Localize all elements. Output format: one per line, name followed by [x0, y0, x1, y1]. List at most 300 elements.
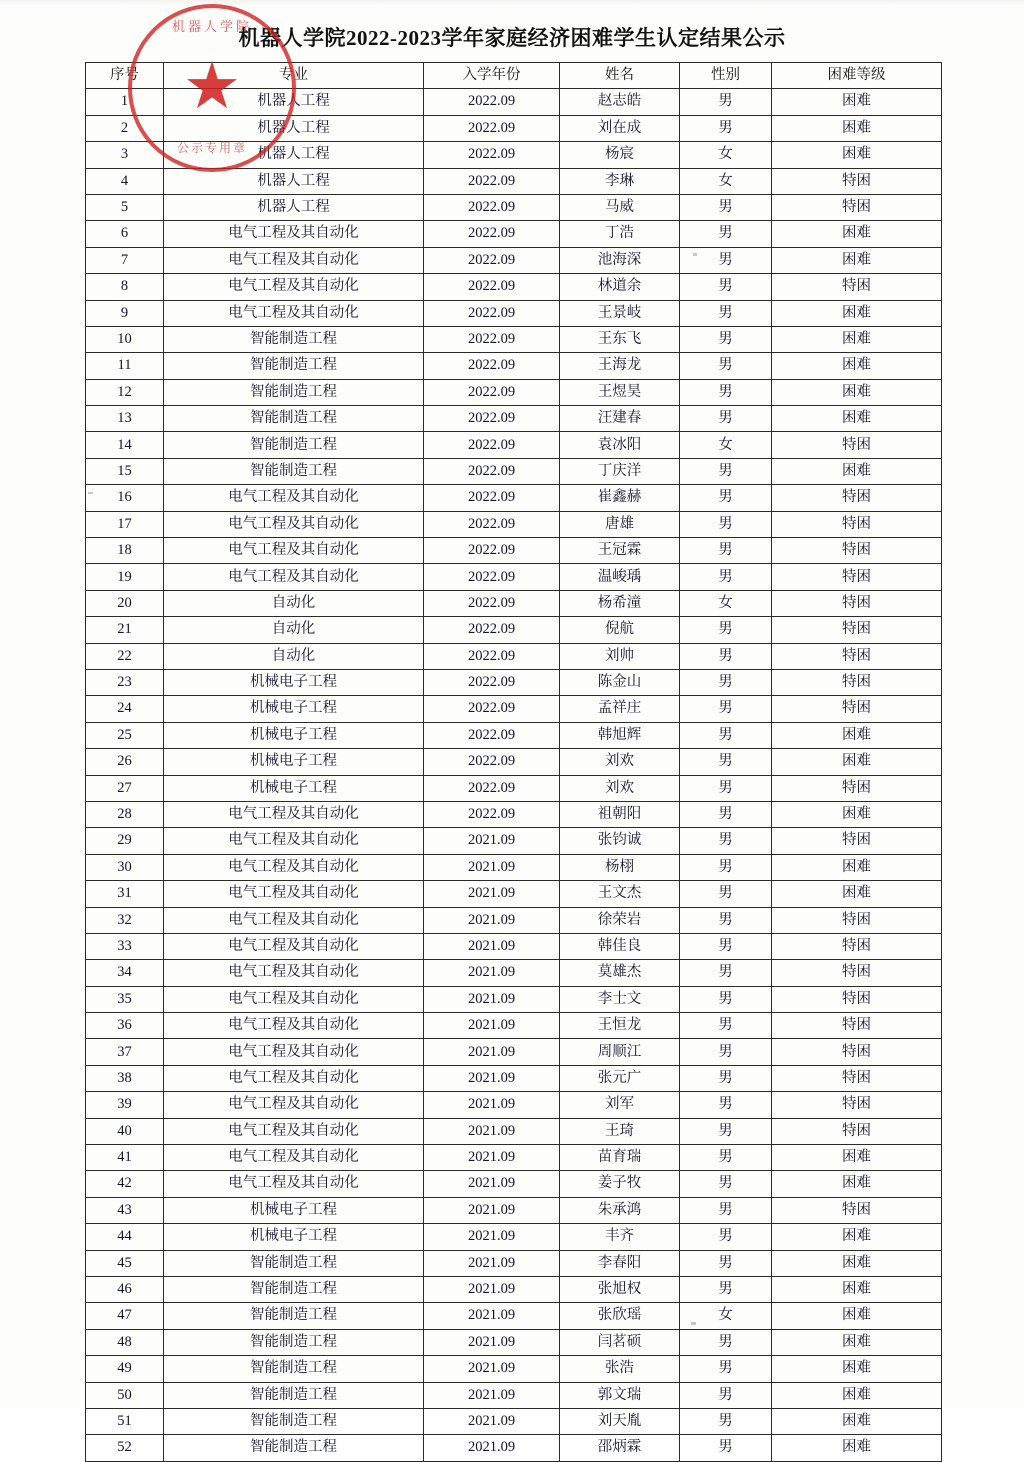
cell-enrollment-year: 2022.09: [424, 801, 560, 827]
cell-gender: 男: [680, 933, 772, 959]
cell-name: 王东飞: [560, 326, 680, 352]
cell-index: 7: [86, 247, 164, 273]
cell-difficulty-level: 特困: [772, 669, 942, 695]
cell-major: 电气工程及其自动化: [164, 1118, 424, 1144]
page-top-edge: [0, 0, 1024, 6]
cell-name: 韩佳良: [560, 933, 680, 959]
table-row: [86, 590, 942, 616]
table-row: [86, 1039, 942, 1065]
cell-difficulty-level: 特困: [772, 907, 942, 933]
scan-speck: [691, 1322, 696, 1325]
table-row: [86, 696, 942, 722]
cell-enrollment-year: 2021.09: [424, 1039, 560, 1065]
cell-difficulty-level: 特困: [772, 485, 942, 511]
cell-name: 王煜昊: [560, 379, 680, 405]
cell-enrollment-year: 2021.09: [424, 1408, 560, 1434]
cell-gender: 男: [680, 1145, 772, 1171]
cell-difficulty-level: 困难: [772, 379, 942, 405]
table-body: [86, 89, 942, 1461]
table-row: [86, 89, 942, 115]
cell-name: 郭文瑞: [560, 1382, 680, 1408]
cell-gender: 男: [680, 617, 772, 643]
cell-index: 44: [86, 1224, 164, 1250]
table-row: [86, 1197, 942, 1223]
cell-major: 电气工程及其自动化: [164, 485, 424, 511]
cell-major: 电气工程及其自动化: [164, 881, 424, 907]
cell-enrollment-year: 2022.09: [424, 538, 560, 564]
cell-gender: 女: [680, 590, 772, 616]
table-row: [86, 274, 942, 300]
cell-enrollment-year: 2022.09: [424, 775, 560, 801]
page-title: 机器人学院2022-2023学年家庭经济困难学生认定结果公示: [238, 26, 786, 50]
cell-gender: 男: [680, 194, 772, 220]
cell-difficulty-level: 困难: [772, 749, 942, 775]
cell-major: 智能制造工程: [164, 1276, 424, 1302]
cell-difficulty-level: 特困: [772, 1092, 942, 1118]
table-row: [86, 115, 942, 141]
cell-enrollment-year: 2021.09: [424, 986, 560, 1012]
cell-index: 10: [86, 326, 164, 352]
table-row: [86, 1329, 942, 1355]
table-row: [86, 1250, 942, 1276]
cell-major: 机械电子工程: [164, 749, 424, 775]
table-row: [86, 1435, 942, 1461]
cell-gender: 男: [680, 1013, 772, 1039]
cell-index: 29: [86, 828, 164, 854]
cell-major: 智能制造工程: [164, 326, 424, 352]
cell-index: 31: [86, 881, 164, 907]
cell-enrollment-year: 2021.09: [424, 1250, 560, 1276]
cell-name: 王琦: [560, 1118, 680, 1144]
cell-index: 22: [86, 643, 164, 669]
cell-index: 48: [86, 1329, 164, 1355]
cell-major: 电气工程及其自动化: [164, 1065, 424, 1091]
cell-name: 王景岐: [560, 300, 680, 326]
cell-index: 52: [86, 1435, 164, 1461]
cell-gender: 男: [680, 538, 772, 564]
cell-difficulty-level: 特困: [772, 564, 942, 590]
cell-enrollment-year: 2021.09: [424, 1356, 560, 1382]
cell-major: 电气工程及其自动化: [164, 986, 424, 1012]
table-row: [86, 221, 942, 247]
cell-difficulty-level: 困难: [772, 722, 942, 748]
table-row: [86, 1382, 942, 1408]
table-row: [86, 379, 942, 405]
cell-index: 25: [86, 722, 164, 748]
cell-name: 汪建春: [560, 406, 680, 432]
cell-difficulty-level: 特困: [772, 1039, 942, 1065]
cell-index: 1: [86, 89, 164, 115]
cell-gender: 男: [680, 696, 772, 722]
cell-major: 智能制造工程: [164, 1356, 424, 1382]
cell-gender: 男: [680, 1118, 772, 1144]
cell-enrollment-year: 2021.09: [424, 1329, 560, 1355]
table-row: [86, 1356, 942, 1382]
cell-name: 赵志皓: [560, 89, 680, 115]
cell-index: 4: [86, 168, 164, 194]
column-header-index: 序号: [86, 63, 164, 89]
cell-gender: 男: [680, 828, 772, 854]
cell-name: 陈金山: [560, 669, 680, 695]
cell-difficulty-level: 特困: [772, 194, 942, 220]
table-row: [86, 432, 942, 458]
table-row: [86, 485, 942, 511]
cell-index: 20: [86, 590, 164, 616]
cell-enrollment-year: 2021.09: [424, 1435, 560, 1461]
cell-name: 丁浩: [560, 221, 680, 247]
cell-index: 36: [86, 1013, 164, 1039]
cell-difficulty-level: 特困: [772, 933, 942, 959]
cell-difficulty-level: 困难: [772, 801, 942, 827]
cell-name: 祖朝阳: [560, 801, 680, 827]
cell-difficulty-level: 特困: [772, 775, 942, 801]
cell-enrollment-year: 2022.09: [424, 274, 560, 300]
cell-major: 电气工程及其自动化: [164, 538, 424, 564]
table-header-row: [86, 63, 942, 89]
cell-difficulty-level: 困难: [772, 89, 942, 115]
cell-enrollment-year: 2022.09: [424, 406, 560, 432]
cell-index: 51: [86, 1408, 164, 1434]
table-row: [86, 1092, 942, 1118]
cell-major: 电气工程及其自动化: [164, 511, 424, 537]
cell-enrollment-year: 2021.09: [424, 1065, 560, 1091]
cell-major: 电气工程及其自动化: [164, 1092, 424, 1118]
cell-difficulty-level: 困难: [772, 1250, 942, 1276]
cell-gender: 男: [680, 406, 772, 432]
cell-name: 崔鑫赫: [560, 485, 680, 511]
cell-difficulty-level: 困难: [772, 406, 942, 432]
table-row: [86, 933, 942, 959]
cell-index: 34: [86, 960, 164, 986]
cell-gender: 男: [680, 1171, 772, 1197]
cell-difficulty-level: 困难: [772, 326, 942, 352]
cell-gender: 男: [680, 749, 772, 775]
cell-major: 电气工程及其自动化: [164, 933, 424, 959]
cell-enrollment-year: 2022.09: [424, 749, 560, 775]
cell-gender: 男: [680, 1435, 772, 1461]
cell-gender: 男: [680, 669, 772, 695]
cell-major: 电气工程及其自动化: [164, 274, 424, 300]
cell-index: 41: [86, 1145, 164, 1171]
cell-difficulty-level: 困难: [772, 1145, 942, 1171]
cell-index: 19: [86, 564, 164, 590]
table-row: [86, 406, 942, 432]
cell-gender: 男: [680, 1382, 772, 1408]
cell-enrollment-year: 2021.09: [424, 1382, 560, 1408]
cell-name: 李琳: [560, 168, 680, 194]
cell-major: 机器人工程: [164, 115, 424, 141]
cell-major: 电气工程及其自动化: [164, 828, 424, 854]
table-row: [86, 617, 942, 643]
cell-index: 50: [86, 1382, 164, 1408]
cell-index: 13: [86, 406, 164, 432]
cell-enrollment-year: 2022.09: [424, 168, 560, 194]
cell-gender: 男: [680, 485, 772, 511]
cell-major: 电气工程及其自动化: [164, 247, 424, 273]
table-row: [86, 1408, 942, 1434]
cell-difficulty-level: 困难: [772, 1303, 942, 1329]
cell-major: 机械电子工程: [164, 1224, 424, 1250]
cell-enrollment-year: 2021.09: [424, 907, 560, 933]
cell-name: 刘欢: [560, 749, 680, 775]
cell-difficulty-level: 困难: [772, 881, 942, 907]
cell-difficulty-level: 困难: [772, 247, 942, 273]
cell-index: 35: [86, 986, 164, 1012]
table-row: [86, 801, 942, 827]
cell-gender: 男: [680, 960, 772, 986]
cell-index: 45: [86, 1250, 164, 1276]
cell-index: 18: [86, 538, 164, 564]
cell-major: 智能制造工程: [164, 379, 424, 405]
cell-major: 机械电子工程: [164, 722, 424, 748]
cell-difficulty-level: 困难: [772, 353, 942, 379]
seal-top-text: 机器人学院: [171, 19, 252, 34]
cell-major: 机器人工程: [164, 142, 424, 168]
cell-major: 电气工程及其自动化: [164, 300, 424, 326]
cell-gender: 男: [680, 379, 772, 405]
cell-name: 唐雄: [560, 511, 680, 537]
cell-enrollment-year: 2021.09: [424, 1171, 560, 1197]
cell-name: 莫雄杰: [560, 960, 680, 986]
cell-enrollment-year: 2022.09: [424, 722, 560, 748]
seal-bottom-text: 公示专用章: [176, 141, 247, 155]
cell-gender: 女: [680, 168, 772, 194]
cell-major: 智能制造工程: [164, 432, 424, 458]
cell-index: 46: [86, 1276, 164, 1302]
cell-index: 3: [86, 142, 164, 168]
cell-difficulty-level: 特困: [772, 511, 942, 537]
cell-enrollment-year: 2021.09: [424, 1118, 560, 1144]
cell-difficulty-level: 特困: [772, 1197, 942, 1223]
cell-enrollment-year: 2022.09: [424, 194, 560, 220]
cell-enrollment-year: 2021.09: [424, 828, 560, 854]
cell-gender: 女: [680, 142, 772, 168]
scan-speck: [693, 253, 697, 256]
cell-name: 温峻瑀: [560, 564, 680, 590]
cell-index: 5: [86, 194, 164, 220]
cell-difficulty-level: 困难: [772, 221, 942, 247]
cell-major: 智能制造工程: [164, 1250, 424, 1276]
cell-enrollment-year: 2022.09: [424, 379, 560, 405]
cell-gender: 男: [680, 643, 772, 669]
table-row: [86, 960, 942, 986]
cell-name: 张浩: [560, 1356, 680, 1382]
scan-speck: [88, 492, 93, 494]
column-header-gender: 性别: [680, 63, 772, 89]
cell-index: 47: [86, 1303, 164, 1329]
table-row: [86, 194, 942, 220]
cell-gender: 男: [680, 1197, 772, 1223]
cell-enrollment-year: 2021.09: [424, 1224, 560, 1250]
table-row: [86, 1276, 942, 1302]
cell-name: 马威: [560, 194, 680, 220]
cell-difficulty-level: 特困: [772, 538, 942, 564]
table-row: [86, 907, 942, 933]
cell-index: 12: [86, 379, 164, 405]
cell-index: 30: [86, 854, 164, 880]
cell-gender: 男: [680, 247, 772, 273]
table-row: [86, 247, 942, 273]
cell-index: 32: [86, 907, 164, 933]
cell-enrollment-year: 2022.09: [424, 142, 560, 168]
cell-enrollment-year: 2022.09: [424, 617, 560, 643]
table-row: [86, 1118, 942, 1144]
cell-gender: 女: [680, 432, 772, 458]
cell-index: 38: [86, 1065, 164, 1091]
cell-name: 闫茗硕: [560, 1329, 680, 1355]
column-header-name: 姓名: [560, 63, 680, 89]
cell-name: 刘帅: [560, 643, 680, 669]
cell-name: 李春阳: [560, 1250, 680, 1276]
cell-name: 王海龙: [560, 353, 680, 379]
cell-difficulty-level: 特困: [772, 986, 942, 1012]
cell-gender: 男: [680, 458, 772, 484]
cell-enrollment-year: 2021.09: [424, 1276, 560, 1302]
cell-enrollment-year: 2021.09: [424, 881, 560, 907]
cell-difficulty-level: 困难: [772, 1171, 942, 1197]
column-header-major: 专业: [164, 63, 424, 89]
cell-major: 机械电子工程: [164, 1197, 424, 1223]
cell-index: 17: [86, 511, 164, 537]
cell-major: 智能制造工程: [164, 406, 424, 432]
table-row: [86, 1303, 942, 1329]
table-row: [86, 326, 942, 352]
cell-difficulty-level: 特困: [772, 590, 942, 616]
cell-name: 张旭权: [560, 1276, 680, 1302]
cell-enrollment-year: 2022.09: [424, 432, 560, 458]
cell-index: 49: [86, 1356, 164, 1382]
cell-gender: 男: [680, 1092, 772, 1118]
table-row: [86, 564, 942, 590]
cell-name: 丰齐: [560, 1224, 680, 1250]
cell-difficulty-level: 困难: [772, 1435, 942, 1461]
cell-gender: 男: [680, 881, 772, 907]
cell-enrollment-year: 2022.09: [424, 458, 560, 484]
cell-enrollment-year: 2022.09: [424, 89, 560, 115]
cell-name: 杨宸: [560, 142, 680, 168]
cell-gender: 男: [680, 353, 772, 379]
cell-name: 刘天胤: [560, 1408, 680, 1434]
cell-difficulty-level: 困难: [772, 300, 942, 326]
cell-enrollment-year: 2022.09: [424, 669, 560, 695]
cell-name: 刘在成: [560, 115, 680, 141]
cell-name: 李士文: [560, 986, 680, 1012]
cell-enrollment-year: 2022.09: [424, 247, 560, 273]
table-row: [86, 669, 942, 695]
cell-major: 电气工程及其自动化: [164, 854, 424, 880]
cell-difficulty-level: 特困: [772, 960, 942, 986]
cell-gender: 男: [680, 1065, 772, 1091]
cell-index: 9: [86, 300, 164, 326]
cell-name: 池海深: [560, 247, 680, 273]
cell-index: 14: [86, 432, 164, 458]
cell-gender: 男: [680, 801, 772, 827]
table-row: [86, 1013, 942, 1039]
table-row: [86, 1224, 942, 1250]
cell-major: 智能制造工程: [164, 353, 424, 379]
cell-index: 43: [86, 1197, 164, 1223]
cell-major: 智能制造工程: [164, 1435, 424, 1461]
cell-difficulty-level: 困难: [772, 1356, 942, 1382]
cell-enrollment-year: 2022.09: [424, 353, 560, 379]
cell-difficulty-level: 困难: [772, 1382, 942, 1408]
cell-gender: 男: [680, 1224, 772, 1250]
cell-difficulty-level: 特困: [772, 1013, 942, 1039]
column-header-enrollment-year: 入学年份: [424, 63, 560, 89]
cell-index: 39: [86, 1092, 164, 1118]
cell-index: 15: [86, 458, 164, 484]
cell-major: 自动化: [164, 617, 424, 643]
table-row: [86, 881, 942, 907]
cell-enrollment-year: 2021.09: [424, 960, 560, 986]
results-table: [85, 62, 942, 1462]
cell-enrollment-year: 2022.09: [424, 485, 560, 511]
cell-major: 电气工程及其自动化: [164, 907, 424, 933]
cell-name: 杨希潼: [560, 590, 680, 616]
cell-name: 张钧诚: [560, 828, 680, 854]
cell-difficulty-level: 困难: [772, 1408, 942, 1434]
cell-name: 徐荣岩: [560, 907, 680, 933]
cell-major: 电气工程及其自动化: [164, 960, 424, 986]
cell-major: 电气工程及其自动化: [164, 801, 424, 827]
cell-major: 自动化: [164, 590, 424, 616]
cell-difficulty-level: 特困: [772, 1118, 942, 1144]
table-row: [86, 1145, 942, 1171]
table-row: [86, 643, 942, 669]
cell-major: 机器人工程: [164, 89, 424, 115]
cell-gender: 男: [680, 1276, 772, 1302]
cell-index: 26: [86, 749, 164, 775]
cell-gender: 男: [680, 511, 772, 537]
cell-enrollment-year: 2022.09: [424, 643, 560, 669]
cell-difficulty-level: 特困: [772, 168, 942, 194]
cell-difficulty-level: 特困: [772, 432, 942, 458]
cell-name: 袁冰阳: [560, 432, 680, 458]
cell-name: 朱承鸿: [560, 1197, 680, 1223]
cell-gender: 男: [680, 221, 772, 247]
cell-index: 11: [86, 353, 164, 379]
table-row: [86, 300, 942, 326]
cell-enrollment-year: 2021.09: [424, 1092, 560, 1118]
cell-name: 周顺江: [560, 1039, 680, 1065]
cell-gender: 男: [680, 1039, 772, 1065]
table-row: [86, 986, 942, 1012]
cell-enrollment-year: 2022.09: [424, 326, 560, 352]
cell-major: 自动化: [164, 643, 424, 669]
cell-gender: 男: [680, 300, 772, 326]
cell-major: 机械电子工程: [164, 696, 424, 722]
table-row: [86, 722, 942, 748]
table-header: [86, 63, 942, 89]
cell-major: 机器人工程: [164, 168, 424, 194]
cell-gender: 男: [680, 1329, 772, 1355]
cell-major: 电气工程及其自动化: [164, 1171, 424, 1197]
table-row: [86, 538, 942, 564]
cell-enrollment-year: 2022.09: [424, 115, 560, 141]
cell-major: 智能制造工程: [164, 1329, 424, 1355]
results-table-container: [85, 62, 941, 1462]
cell-name: 刘欢: [560, 775, 680, 801]
table-row: [86, 458, 942, 484]
table-row: [86, 142, 942, 168]
cell-index: 16: [86, 485, 164, 511]
cell-gender: 男: [680, 722, 772, 748]
cell-gender: 男: [680, 274, 772, 300]
cell-gender: 男: [680, 854, 772, 880]
cell-difficulty-level: 特困: [772, 696, 942, 722]
table-row: [86, 511, 942, 537]
cell-index: 40: [86, 1118, 164, 1144]
